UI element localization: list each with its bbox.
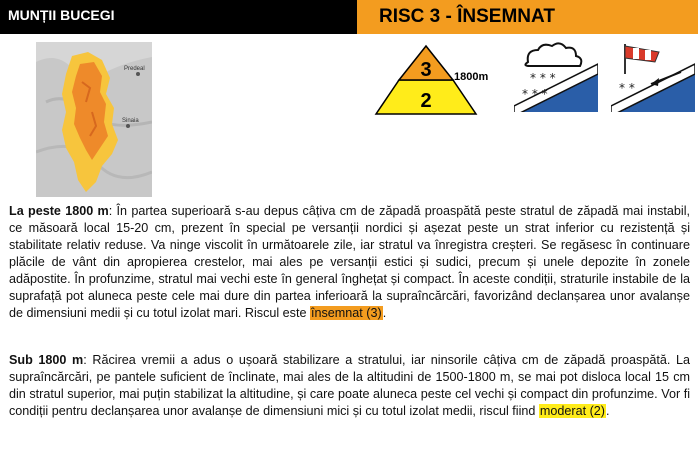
below-text: : Răcirea vremii a adus o ușoară stabilizare a stratului, iar ninsorile câțiva cm de zăpadă proaspătă. La supraîncărcări, pe pantele suficient de înclinate, mai ales de la altitudini de 1500-1800 m, se mai pot disloca local 15 cm din stratul superior, mai puțin stabilizat la altitudine, și care poate aluneca peste cel vechi și compact din profunzime. Vor fi condiții pentru declanșarea unor avalanșe de dimensiuni mici și cu totul izolat medii, riscul fiind	[9, 353, 690, 418]
below-1800-paragraph	[9, 352, 690, 420]
wind-slab-icon	[611, 40, 695, 112]
below-end: .	[606, 404, 610, 418]
svg-text:* * *: * * *	[530, 71, 556, 85]
below-risk-highlight: moderat (2)	[539, 404, 605, 418]
above-label: La peste 1800 m	[9, 204, 109, 218]
svg-text:* * *: * * *	[522, 87, 548, 101]
region-name: MUNȚII BUCEGI	[8, 7, 115, 23]
region-header	[0, 0, 357, 34]
above-text: : În partea superioară s-au depus câțiva cm de zăpadă proaspătă peste stratul de zăpadă mai instabil, ce măsoară local 15-20 cm, prezent în special pe versanții nordici și așezat peste un strat inferior cu rezistență și stabilitate relativ reduse. Va ninge viscolit în următoarele zile, iar stratul va înregistra creșteri. Se regăsesc în continuare plăcile de vânt din apropierea crestelor, mai ales pe versanții estici și sudici, precum și unele depozite în zonele adăpostite. În profunzime, stratul mai vechi este în general înghețat și compact. În aceste condiții, straturile instabile de la suprafață pot aluneca peste cele mai dure din partea inferioară la supraîncărcări, favorizând declanșarea unor avalanșe de dimensiuni medii și cu totul izolat mari. Riscul este	[9, 204, 690, 320]
above-risk-highlight: însemnat (3)	[310, 306, 382, 320]
above-end: .	[382, 306, 387, 320]
risk-title: RISC 3 - ÎNSEMNAT	[379, 6, 555, 27]
new-snow-icon	[514, 40, 598, 112]
upper-level-number: 3	[420, 59, 432, 81]
svg-text:* *: * *	[619, 81, 635, 95]
above-1800-paragraph	[9, 203, 690, 322]
town-sinaia: Sinaia	[122, 118, 139, 124]
town-predeal: Predeal	[124, 66, 145, 72]
danger-level-pyramid	[374, 44, 499, 116]
below-label: Sub 1800 m	[9, 353, 84, 367]
lower-level-number: 2	[420, 90, 432, 112]
altitude-label: 1800m	[454, 71, 489, 83]
bucegi-risk-map	[36, 42, 152, 197]
risk-header	[357, 0, 698, 34]
